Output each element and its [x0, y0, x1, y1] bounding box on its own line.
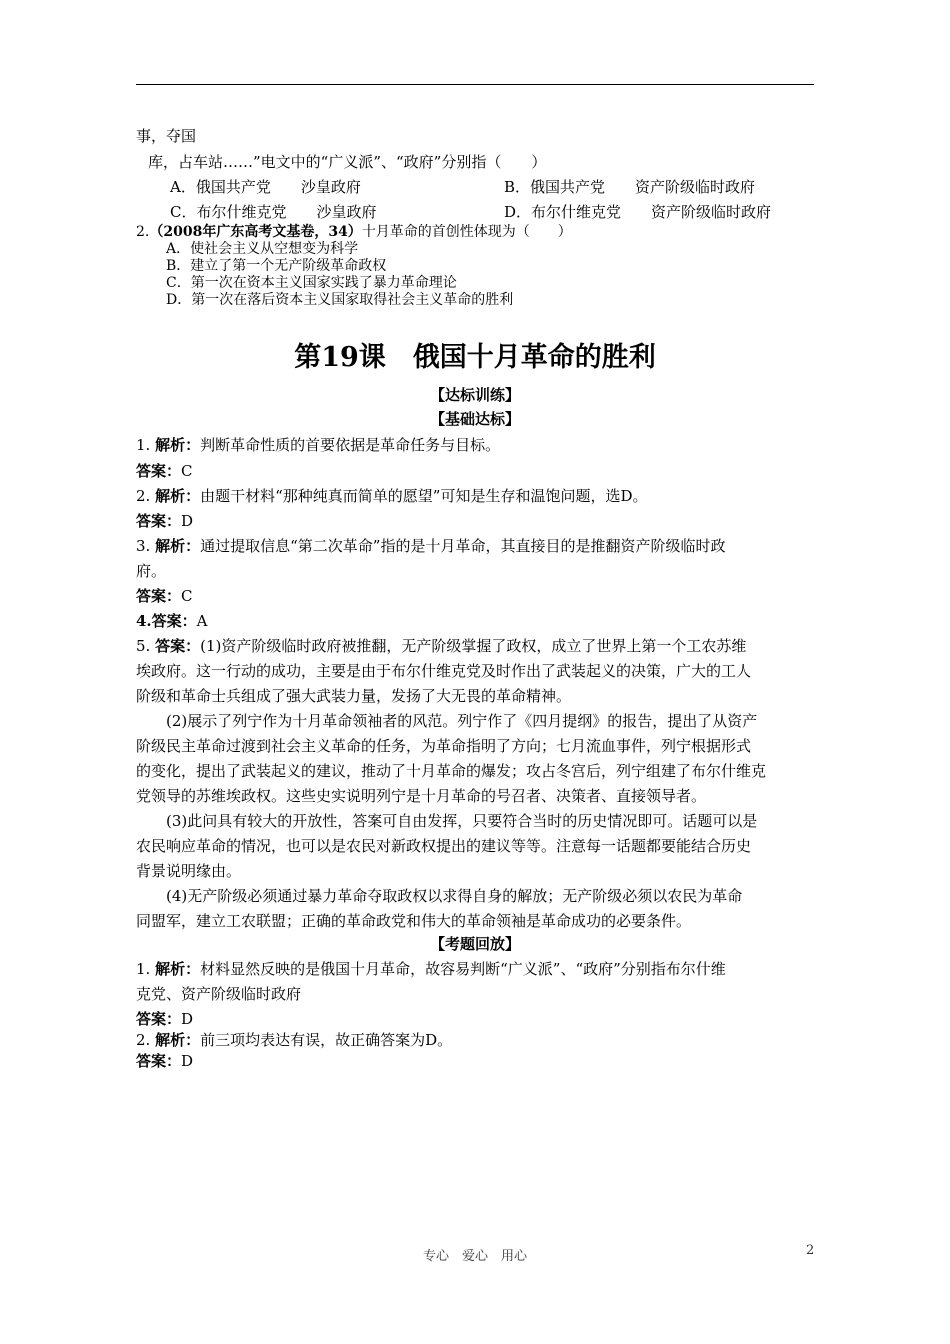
prev-option-b: B．俄国共产党 资产阶级临时政府 [504, 178, 756, 196]
analysis-text: 材料显然反映的是俄国十月革命，故容易判断“广义派”、“政府”分别指布尔什维 [200, 960, 726, 978]
prev-option-a: A．俄国共产党 沙皇政府 [170, 178, 361, 196]
analysis-text: 前三项均表达有误，故正确答案为D。 [200, 1031, 453, 1049]
lesson-title: 第19课 俄国十月革命的胜利 [294, 342, 656, 373]
answer-2-analysis [136, 486, 647, 506]
answer-value: A [196, 612, 208, 630]
answer-5-line-12: 同盟军，建立工农联盟；正确的革命政党和伟大的革命领袖是革命成功的必要条件。 [136, 912, 692, 930]
exam-2-key [136, 1051, 193, 1071]
exam-2-analysis [136, 1030, 452, 1050]
prev-q2-option-a: A．使社会主义从空想变为科学 [166, 241, 359, 257]
answer-label: 答案： [136, 1052, 182, 1070]
item-number: 1. [136, 436, 151, 454]
prev-q2-line [136, 224, 572, 240]
answer-value: C [181, 587, 193, 605]
answer-5-line-6: 的变化，提出了武装起义的建议，推动了十月革命的爆发；攻占冬宫后，列宁组建了布尔什维克 [136, 762, 767, 780]
analysis-label: 解析： [155, 537, 201, 555]
analysis-label: 解析： [155, 436, 201, 454]
answer-label: 答案： [136, 1010, 182, 1028]
prev-q2-option-c: C．第一次在资本主义国家实践了暴力革命理论 [166, 275, 457, 291]
prev-option-d: D．布尔什维克党 资产阶级临时政府 [504, 203, 772, 221]
answer-5-line-4: (2)展示了列宁作为十月革命领袖者的风范。列宁作了《四月提纲》的报告，提出了从资产 [166, 712, 758, 730]
prev-q2-source: （2008年广东高考文基卷，34） [149, 224, 362, 240]
analysis-label: 解析： [155, 487, 201, 505]
answer-4-key [136, 611, 208, 631]
answer-5-line-2: 埃政府。这一行动的成功，主要是由于布尔什维克党及时作出了武装起义的决策，广大的工人 [136, 662, 752, 680]
answer-2-key [136, 511, 193, 531]
item-number: 2. [136, 1031, 151, 1049]
answer-5-line-7: 党领导的苏维埃政权。这些史实说明列宁是十月革命的号召者、决策者、直接领导者。 [136, 787, 707, 805]
answer-5-line-8: (3)此问具有较大的开放性，答案可自由发挥，只要符合当时的历史情况即可。话题可以是 [166, 812, 758, 830]
analysis-label: 解析： [155, 1031, 201, 1049]
prev-q2-option-b: B．建立了第一个无产阶级革命政权 [166, 258, 387, 274]
answer-label: 4.答案： [136, 612, 197, 630]
prev-line-1: 事，夺国 [136, 127, 197, 145]
answer-value: C [181, 462, 193, 480]
answer-3-analysis-cont: 府。 [136, 562, 167, 580]
prev-q2-option-d: D．第一次在落后资本主义国家取得社会主义革命的胜利 [166, 292, 514, 308]
answer-label: 答案： [136, 587, 182, 605]
header-rule [136, 84, 814, 85]
prev-line-2: 库，占车站……”电文中的“广义派”、“政府”分别指（ ） [148, 153, 547, 171]
answer-label: 答案： [155, 637, 201, 655]
answer-5-text: (1)资产阶级临时政府被推翻，无产阶级掌握了政权，成立了世界上第一个工农苏维 [200, 637, 747, 655]
answer-5-line-11: (4)无产阶级必须通过暴力革命夺取政权以求得自身的解放；无产阶级必须以农民为革命 [166, 887, 743, 905]
answer-3-analysis [136, 536, 725, 556]
prev-option-c: C．布尔什维克党 沙皇政府 [170, 203, 377, 221]
answer-5-line-10: 背景说明缘由。 [136, 862, 242, 880]
section-heading-training: 【达标训练】 [429, 386, 520, 404]
answer-value: D [181, 512, 194, 530]
analysis-text: 由题干材料“那种纯真而简单的愿望”可知是生存和温饱问题，选D。 [200, 487, 648, 505]
item-number: 2. [136, 487, 151, 505]
section-heading-exam: 【考题回放】 [429, 935, 520, 953]
answer-5-line-9: 农民响应革命的情况，也可以是农民对新政权提出的建议等等。注意每一话题都要能结合历史 [136, 837, 752, 855]
answer-5-line-1 [136, 636, 746, 656]
item-number: 5. [136, 637, 151, 655]
prev-q2-text: 十月革命的首创性体现为（ ） [361, 224, 572, 240]
analysis-text: 判断革命性质的首要依据是革命任务与目标。 [200, 436, 501, 454]
section-heading-basic: 【基础达标】 [429, 410, 520, 428]
prev-q2-number: 2. [136, 224, 150, 240]
answer-label: 答案： [136, 512, 182, 530]
analysis-label: 解析： [155, 960, 201, 978]
page-number: 2 [806, 1243, 815, 1258]
exam-1-key [136, 1009, 193, 1029]
answer-1-analysis [136, 435, 500, 455]
answer-value: D [181, 1010, 194, 1028]
page-footer: 专心 爱心 用心 [422, 1249, 527, 1264]
answer-value: D [181, 1052, 194, 1070]
answer-5-line-3: 阶级和革命士兵组成了强大武装力量，发扬了大无畏的革命精神。 [136, 687, 572, 705]
analysis-text: 通过提取信息“第二次革命”指的是十月革命，其直接目的是推翻资产阶级临时政 [200, 537, 726, 555]
item-number: 3. [136, 537, 151, 555]
answer-1-key [136, 461, 193, 481]
exam-1-analysis-cont: 克党、资产阶级临时政府 [136, 985, 302, 1003]
answer-3-key [136, 586, 193, 606]
exam-1-analysis [136, 959, 726, 979]
answer-5-line-5: 阶级民主革命过渡到社会主义革命的任务，为革命指明了方向；七月流血事件，列宁根据形式 [136, 737, 752, 755]
item-number: 1. [136, 960, 151, 978]
answer-label: 答案： [136, 462, 182, 480]
